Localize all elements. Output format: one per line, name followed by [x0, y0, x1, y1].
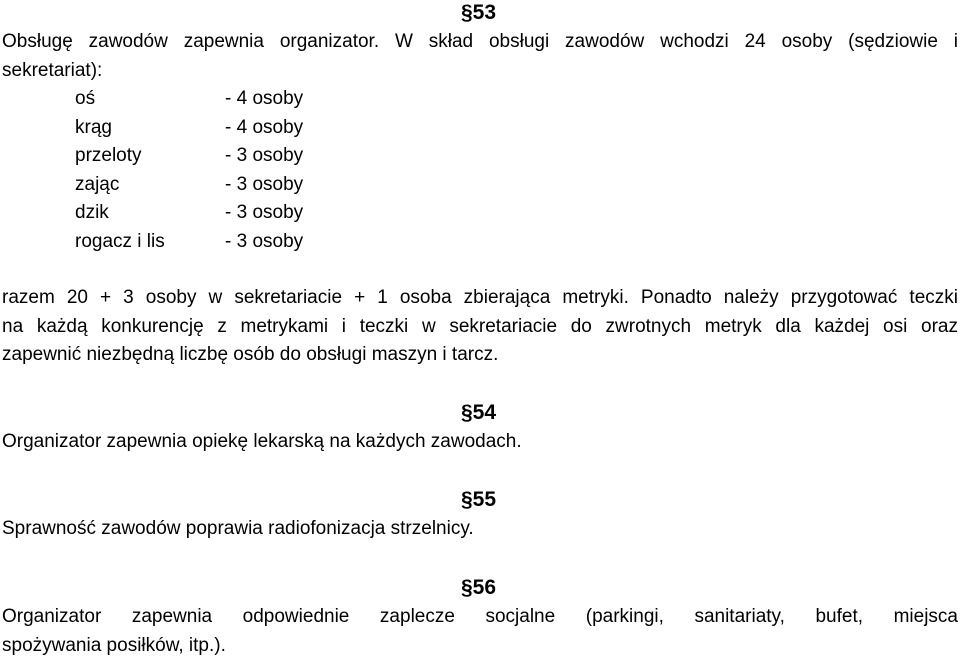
- staff-row: [75, 114, 303, 143]
- section-title-53: §53: [461, 0, 496, 26]
- staff-name: przeloty: [75, 142, 225, 171]
- staff-count: - 3 osoby: [225, 199, 303, 228]
- section-56-text: [2, 603, 958, 660]
- staff-count: - 3 osoby: [225, 142, 303, 171]
- staff-list: [75, 85, 303, 256]
- summary-line: razem 20 + 3 osoby w sekretariacie + 1 osoba zbierająca metryki. Ponadto należy przygotować teczki: [2, 284, 958, 313]
- intro-line: Obsługę zawodów zapewnia organizator. W skład obsługi zawodów wchodzi 24 osoby (sędziowie i: [2, 28, 958, 57]
- staff-name: rogacz i lis: [75, 228, 225, 257]
- staff-row: [75, 199, 303, 228]
- staff-name: dzik: [75, 199, 225, 228]
- staff-name: oś: [75, 85, 225, 114]
- staff-name: zając: [75, 171, 225, 200]
- paragraph-line: spożywania posiłków, itp.).: [2, 632, 958, 660]
- staff-name: krąg: [75, 114, 225, 143]
- paragraph-line: Organizator zapewnia odpowiednie zaplecze socjalne (parkingi, sanitariaty, bufet, miejsca: [2, 603, 958, 632]
- staff-row: [75, 171, 303, 200]
- staff-row: [75, 142, 303, 171]
- intro-line: sekretariat):: [2, 57, 958, 86]
- section-title-55: §55: [461, 487, 496, 513]
- summary-line: na każdą konkurencję z metrykami i teczki w sekretariacie do zwrotnych metryk dla każdej osi oraz: [2, 313, 958, 342]
- section-54-text: [2, 428, 958, 457]
- staff-row: [75, 228, 303, 257]
- section-53-summary: [2, 284, 958, 370]
- staff-count: - 3 osoby: [225, 171, 303, 200]
- paragraph-line: Sprawność zawodów poprawia radiofonizacja strzelnicy.: [2, 515, 958, 544]
- section-title-56: §56: [461, 575, 496, 601]
- staff-row: [75, 85, 303, 114]
- summary-line: zapewnić niezbędną liczbę osób do obsługi maszyn i tarcz.: [2, 341, 958, 370]
- staff-count: - 3 osoby: [225, 228, 303, 257]
- paragraph-line: Organizator zapewnia opiekę lekarską na każdych zawodach.: [2, 428, 958, 457]
- section-53-intro: [2, 28, 958, 85]
- section-55-text: [2, 515, 958, 544]
- staff-count: - 4 osoby: [225, 85, 303, 114]
- staff-count: - 4 osoby: [225, 114, 303, 143]
- section-title-54: §54: [461, 400, 496, 426]
